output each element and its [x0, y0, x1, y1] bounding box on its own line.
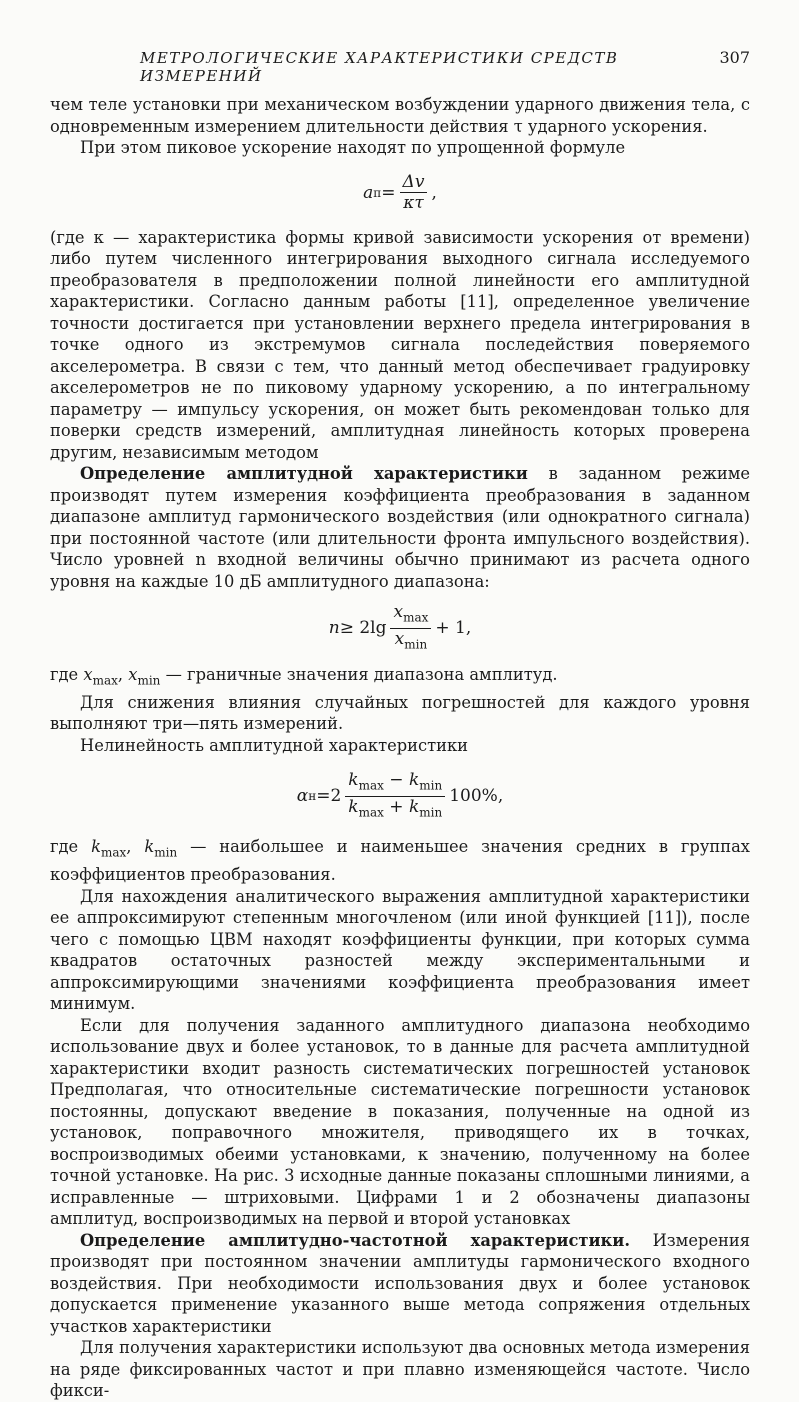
formula-3-eq: =2: [316, 786, 342, 807]
f3-max-2: max: [358, 805, 384, 820]
paragraph-2: При этом пиковое ускорение находят по упрощенной формуле: [80, 138, 626, 157]
f3-max-1: max: [358, 778, 384, 793]
running-head: [50, 48, 750, 85]
paragraph-4-body: в заданном режиме производят путем измерения коэффициента преобразования в заданном диапазоне амплитуд гармонического воздействия (или однократного сигнала) при постоянной частоте (или длительности фронта импульсного воздействия). Число уровней n входной величины обычно принимают из расчета одного уровня на каждые 10 дБ амплитудного диапазона:: [50, 464, 750, 591]
formula-3-lhs: α: [296, 786, 309, 807]
paragraph-9: Для нахождения аналитического выражения амплитудной характеристики ее аппроксимируют степенным многочленом (или иной функцией [11]), после чего с помощью ЦВМ находят коэффициенты функции, при которых сумма квадратов остаточных разностей между экспериментальными и аппроксимирующими значениями коэффициента преобразования имеет минимум.: [50, 886, 750, 1013]
x-min-sub: min: [137, 673, 161, 688]
formula-2-lhs: n: [328, 618, 340, 638]
formula-1-lhs: a: [363, 182, 374, 203]
paragraph-11-body: Измерения производят при постоянном значении амплитуды гармонического входного воздействия. При необходимости использования двух и более установок допускается применение указанного выше метода сопряжения отдельных участков характеристики: [50, 1230, 751, 1336]
formula-2-den-sub: min: [404, 636, 428, 651]
formula-3-numerator: [345, 770, 445, 796]
f3-k1: k: [348, 770, 359, 791]
f3-k2: k: [408, 770, 420, 791]
paragraph-1: чем теле установки при механическом возбуждении ударного движения тела, с одновременным измерением длительности действия τ ударного ускорения.: [50, 95, 750, 136]
paragraph-8: где $k_{max}$, $k_{min}$ — наибольшее и наименьшее значения средних в группах коэффициентов преобразования.: [50, 837, 750, 884]
f3-min-2: min: [419, 805, 443, 820]
formula-3-denominator: [345, 797, 445, 822]
f3-k4: k: [408, 796, 420, 817]
formula-2-relation: ≥ 2: [339, 618, 371, 638]
formula-2-tail: + 1,: [435, 618, 472, 638]
formula-2-fraction: [390, 602, 431, 654]
formula-1-numerator: Δv: [400, 172, 428, 193]
formula-1-fraction: [400, 172, 428, 213]
formula-1-tail: ,: [431, 182, 437, 203]
paragraph-10: Если для получения заданного амплитудного диапазона необходимо использование двух и более установок, то в данные для расчета амплитудной характеристики входит разность систематических погрешностей установок Предполагая, что относительные систематические погрешности установок постоянны, допускают введение в показания, полученные на одной из установок, поправочного множителя, приводящего их в точках, воспроизводимых обеими установками, к значению, полученному на более точной установке. На рис. 3 исходные данные показаны сплошными линиями, а исправленные — штриховыми. Цифрами 1 и 2 обозначены диапазоны амплитуд, воспроизводимых на первой и второй установках: [50, 1015, 750, 1228]
paragraph-3: (где κ — характеристика формы кривой зависимости ускорения от времени) либо путем численного интегрирования выходного сигнала исследуемого преобразователя в предположении полной линейности его амплитудной характеристики. Согласно данным работы [11], определенное увеличение точности достигается при установлении верхнего предела интегрирования в точке одного из экстремумов сигнала последействия поверяемого акселерометра. В связи с тем, что данный метод обеспечивает градуировку акселерометров не по пиковому ударному ускорению, а по интегральному параметру — импульсу ускорения, он может быть рекомендован только для поверки средств измерений, амплитудная линейность которых проверена другим, независимым методом: [50, 227, 750, 462]
formula-peak-acceleration: [50, 159, 750, 227]
formula-3-tail: 100%,: [449, 786, 504, 807]
paragraph-8-body: — наибольшее и наименьшее значения средних в группах коэффициентов преобразования.: [50, 837, 750, 884]
f3-min-1: min: [419, 778, 443, 793]
formula-2-numerator: [390, 602, 431, 628]
formula-1-eq: =: [381, 182, 396, 203]
paragraph-6: Для снижения влияния случайных погрешностей для каждого уровня выполняют три—пять измерений.: [50, 692, 750, 734]
k-min-sub: min: [154, 845, 178, 860]
comma-1: ,: [117, 665, 124, 684]
formula-3-lhs-sub: н: [308, 789, 317, 804]
heading-frequency-characteristic: Определение амплитудно-частотной характеристики.: [80, 1230, 631, 1250]
formula-1-denominator: κτ: [403, 193, 424, 213]
f3-k3: k: [348, 796, 359, 817]
formula-levels: [50, 592, 750, 664]
paragraph-4: [50, 463, 750, 592]
formula-1-lhs-sub: п: [373, 185, 382, 200]
where-word-1: где: [50, 665, 79, 684]
formula-2-num-var: x: [393, 602, 404, 623]
formula-2-denominator: [392, 629, 431, 654]
paragraph-5: где $x_{max}$, $x_{min}$ — граничные значения диапазона амплитуд.: [50, 665, 558, 688]
formula-2-num-sub: max: [403, 610, 429, 625]
comma-2: ,: [126, 837, 132, 857]
where-word-2: где: [50, 837, 79, 857]
formula-2-den-var: x: [394, 628, 405, 649]
k-max-sub: max: [100, 845, 127, 860]
paragraph-7: Нелинейность амплитудной характеристики: [80, 735, 469, 755]
running-head-title: МЕТРОЛОГИЧЕСКИЕ ХАРАКТЕРИСТИКИ СРЕДСТВ ИЗМЕРЕНИЙ: [140, 49, 619, 85]
f3-plus: +: [383, 796, 409, 817]
heading-amplitude-characteristic: Определение амплитудной характеристики: [80, 464, 528, 483]
paragraph-5-body: — граничные значения диапазона амплитуд.: [160, 665, 558, 684]
formula-nonlinearity: [50, 756, 750, 836]
book-page: [50, 48, 750, 1402]
paragraph-12: Для получения характеристики используют два основных метода измерения на ряде фиксированных частот и при плавно изменяющейся частоте. Число фикси-: [50, 1338, 750, 1400]
f3-minus: −: [383, 770, 409, 791]
formula-2-lg: lg: [370, 618, 387, 638]
paragraph-11: [50, 1230, 750, 1338]
page-number: 307: [719, 48, 750, 67]
formula-3-fraction: [345, 770, 445, 822]
x-max-sub: max: [92, 673, 118, 688]
